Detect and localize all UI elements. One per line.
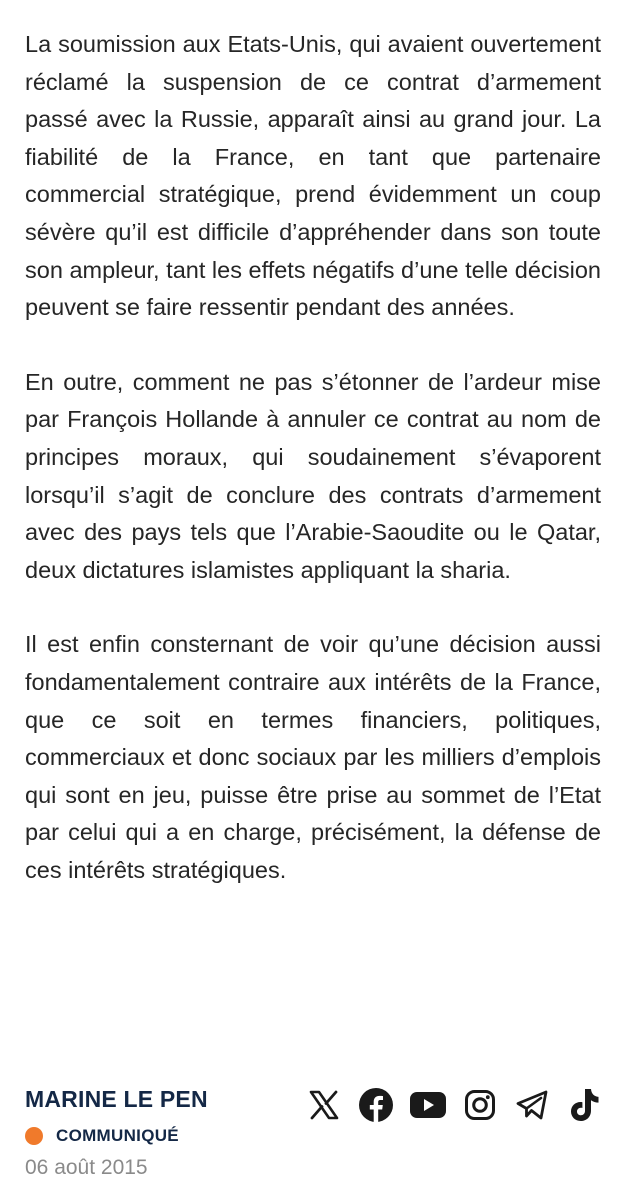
article-body: [25, 26, 601, 889]
paragraph-3: Il est enfin consternant de voir qu’une décision aussi fondamentalement contraire aux intérêts de la France, que ce soit en termes financiers, politiques, commerciaux et donc sociaux par les milliers d’emplois qui sont en jeu, puisse être prise au sommet de l’Etat par celui qui a en charge, précisément, la défense de ces intérêts stratégiques.: [25, 631, 601, 883]
paragraph-1: La soumission aux Etats-Unis, qui avaient ouvertement réclamé la suspension de ce contrat d’armement passé avec la Russie, apparaît ainsi au grand jour. La fiabilité de la France, en tant que partenaire commercial stratégique, prend évidemment un coup sévère qu’il est difficile d’appréhender dans son toute son ampleur, tant les effets négatifs d’une telle décision peuvent se faire ressentir pendant des années.: [25, 31, 601, 321]
tiktok-share-button[interactable]: [565, 1086, 603, 1124]
paragraph-2: En outre, comment ne pas s’étonner de l’ardeur mise par François Hollande à annuler ce contrat au nom de principes moraux, qui soudainement s’évaporent lorsqu’il s’agit de conclure des contrats d’armement avec des pays tels que l’Arabie-Saoudite ou le Qatar, deux dictatures islamistes appliquant la sharia.: [25, 368, 601, 583]
instagram-share-button[interactable]: [461, 1086, 499, 1124]
tiktok-icon: [568, 1087, 600, 1123]
facebook-icon: [358, 1087, 394, 1123]
facebook-share-button[interactable]: [357, 1086, 395, 1124]
category-dot: [25, 1127, 43, 1145]
footer: [25, 1086, 603, 1186]
telegram-icon: [515, 1089, 549, 1121]
instagram-icon: [464, 1089, 496, 1121]
category-label: COMMUNIQUÉ: [56, 1126, 179, 1145]
publish-date: 06 août 2015: [25, 1156, 148, 1179]
youtube-icon: [409, 1091, 447, 1119]
brand-name: MARINE LE PEN: [25, 1086, 208, 1112]
telegram-share-button[interactable]: [513, 1086, 551, 1124]
youtube-share-button[interactable]: [409, 1086, 447, 1124]
social-links: [305, 1086, 603, 1124]
category-badge: [25, 1126, 179, 1146]
x-share-button[interactable]: [305, 1086, 343, 1124]
x-icon: [308, 1089, 340, 1121]
